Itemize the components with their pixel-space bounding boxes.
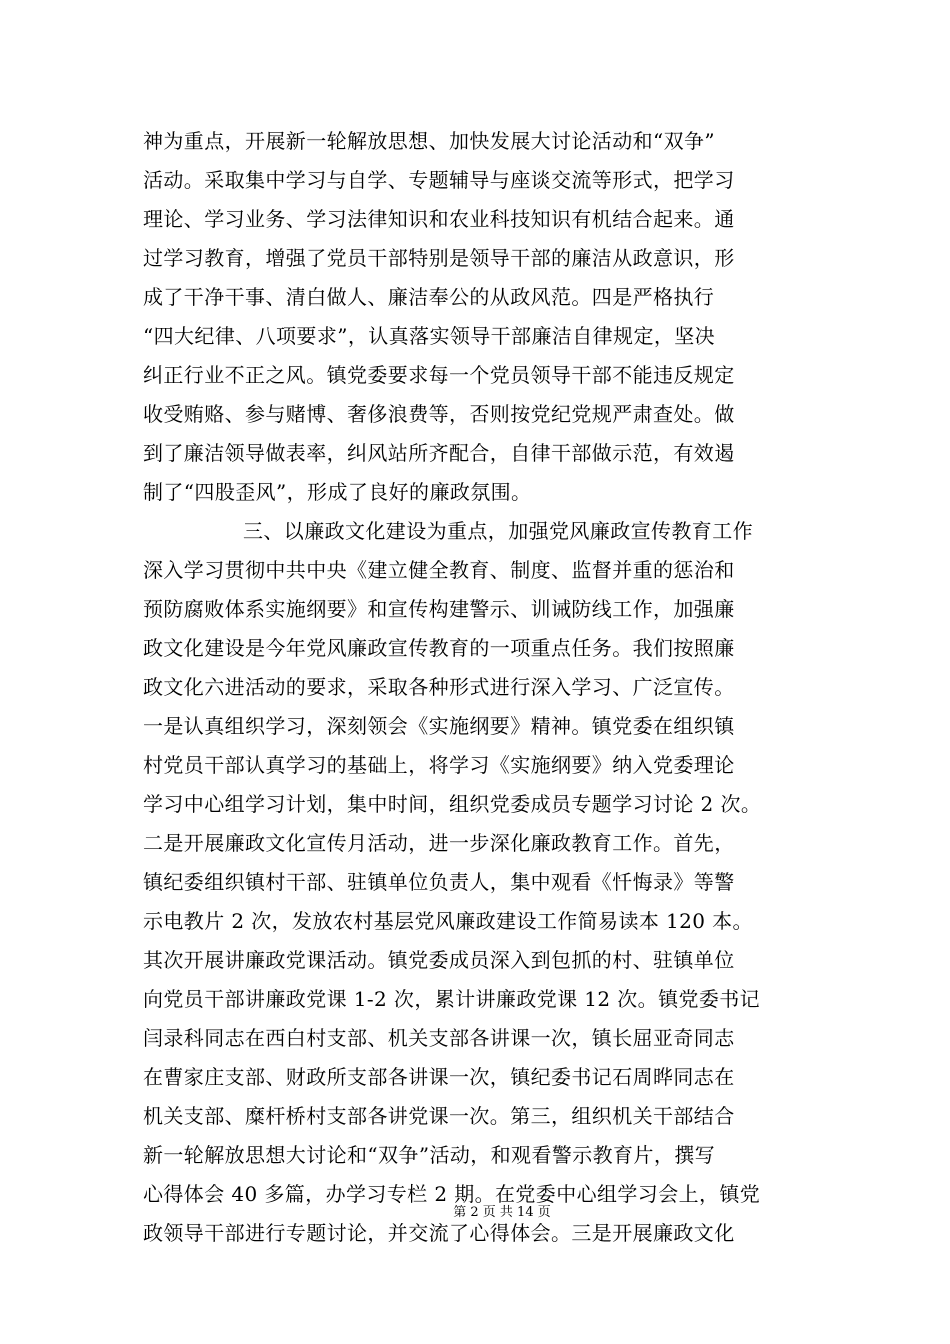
text-line: 学习中心组学习计划，集中时间，组织党委成员专题学习讨论 2 次。 xyxy=(143,792,762,816)
text-line: 到了廉洁领导做表率，纠风站所齐配合，自律干部做示范，有效遏 xyxy=(143,441,735,465)
text-line: 在曹家庄支部、财政所支部各讲课一次，镇纪委书记石周晔同志在 xyxy=(143,1065,735,1089)
text-line: 心得体会 40 多篇，办学习专栏 2 期。在党委中心组学习会上，镇党 xyxy=(143,1182,761,1206)
section-heading: 三、以廉政文化建设为重点，加强党风廉政宣传教育工作 xyxy=(243,519,753,543)
text-line: 收受贿赂、参与赌博、奢侈浪费等，否则按党纪党规严肃查处。做 xyxy=(143,402,735,426)
text-line: 过学习教育，增强了党员干部特别是领导干部的廉洁从政意识，形 xyxy=(143,246,735,270)
text-line: 新一轮解放思想大讨论和“双争”活动，和观看警示教育片，撰写 xyxy=(143,1143,716,1167)
text-line: 理论、学习业务、学习法律知识和农业科技知识有机结合起来。通 xyxy=(143,207,735,231)
text-line: 纠正行业不正之风。镇党委要求每一个党员领导干部不能违反规定 xyxy=(143,363,735,387)
body-text xyxy=(143,122,813,1253)
text-line: 神为重点，开展新一轮解放思想、加快发展大讨论活动和“双争” xyxy=(143,129,716,153)
text-line: 村党员干部认真学习的基础上，将学习《实施纲要》纳入党委理论 xyxy=(143,753,735,777)
text-line: 政领导干部进行专题讨论，并交流了心得体会。三是开展廉政文化 xyxy=(143,1221,735,1245)
text-line: 向党员干部讲廉政党课 1-2 次，累计讲廉政党课 12 次。镇党委书记 xyxy=(143,987,761,1011)
text-line: 二是开展廉政文化宣传月活动，进一步深化廉政教育工作。首先， xyxy=(143,831,735,855)
text-line: 政文化六进活动的要求，采取各种形式进行深入学习、广泛宣传。 xyxy=(143,675,735,699)
text-line: 机关支部、糜杆桥村支部各讲党课一次。第三，组织机关干部结合 xyxy=(143,1104,735,1128)
text-line: 示电教片 2 次，发放农村基层党风廉政建设工作简易读本 120 本。 xyxy=(143,909,753,933)
text-line: 镇纪委组织镇村干部、驻镇单位负责人，集中观看《忏悔录》等警 xyxy=(143,870,735,894)
text-line: 闫录科同志在西白村支部、机关支部各讲课一次，镇长屈亚奇同志 xyxy=(143,1026,735,1050)
text-line: 深入学习贯彻中共中央《建立健全教育、制度、监督并重的惩治和 xyxy=(143,558,735,582)
text-line: 预防腐败体系实施纲要》和宣传构建警示、训诫防线工作，加强廉 xyxy=(143,597,735,621)
text-line: 成了干净干事、清白做人、廉洁奉公的从政风范。四是严格执行 xyxy=(143,285,715,309)
text-line: 其次开展讲廉政党课活动。镇党委成员深入到包抓的村、驻镇单位 xyxy=(143,948,735,972)
text-line: 一是认真组织学习，深刻领会《实施纲要》精神。镇党委在组织镇 xyxy=(143,714,735,738)
page-number-footer: 第 2 页 共 14 页 xyxy=(453,1205,551,1220)
text-line: 活动。采取集中学习与自学、专题辅导与座谈交流等形式，把学习 xyxy=(143,168,735,192)
text-line: 制了“四股歪风”，形成了良好的廉政氛围。 xyxy=(143,480,532,504)
text-line: “四大纪律、八项要求”，认真落实领导干部廉洁自律规定，坚决 xyxy=(143,324,716,348)
text-line: 政文化建设是今年党风廉政宣传教育的一项重点任务。我们按照廉 xyxy=(143,636,735,660)
